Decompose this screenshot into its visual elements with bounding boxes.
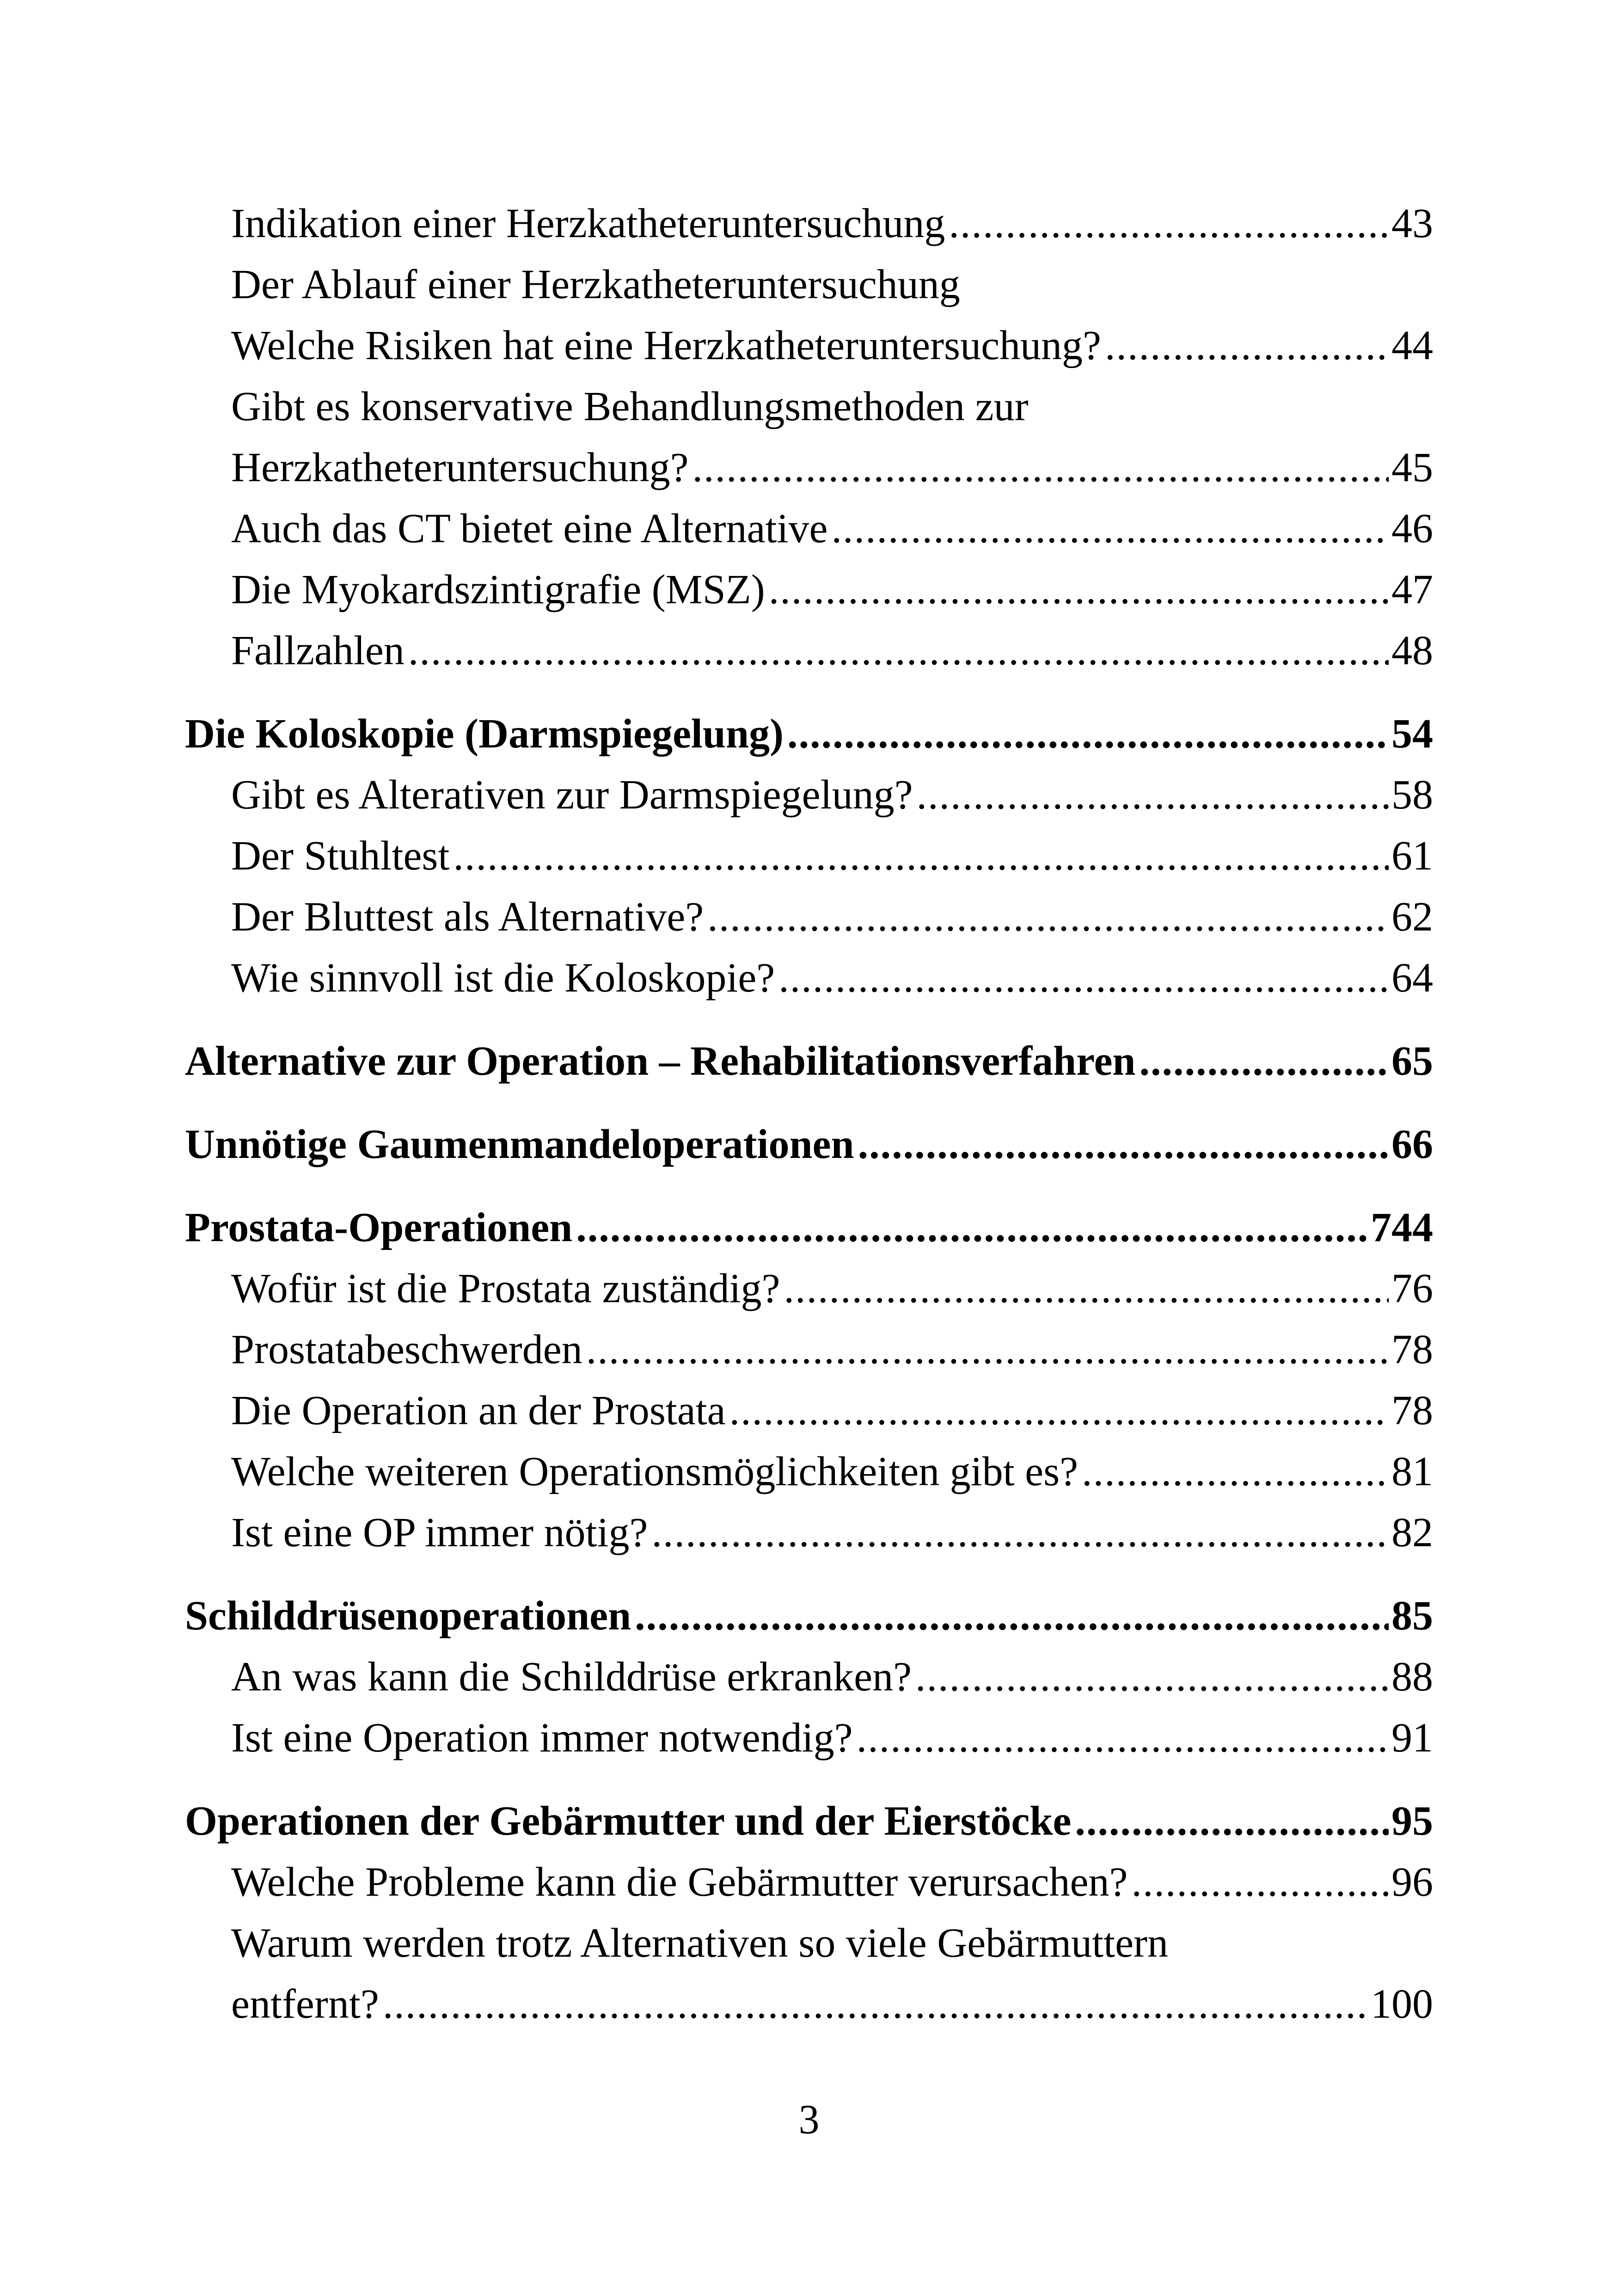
toc-entry-page: 48 xyxy=(1391,628,1433,673)
toc-entry-title: Prostatabeschwerden xyxy=(231,1327,582,1372)
toc-section-entry xyxy=(185,559,1433,620)
toc-entry-page: 91 xyxy=(1391,1715,1433,1761)
toc-section-entry xyxy=(185,1441,1433,1502)
toc-entry-title: Unnötige Gaumenmandeloperationen xyxy=(185,1121,854,1167)
dot-leader xyxy=(729,1380,1389,1441)
toc-entry-title: Fallzahlen xyxy=(231,628,404,673)
toc-section-entry xyxy=(185,1502,1433,1563)
toc-entry-page: 78 xyxy=(1391,1388,1433,1433)
toc-section-entry xyxy=(185,1974,1433,2035)
toc-section-entry xyxy=(185,437,1433,498)
dot-leader xyxy=(949,193,1389,254)
dot-leader xyxy=(453,826,1389,887)
toc-entry-title: Die Operation an der Prostata xyxy=(231,1388,726,1433)
toc-entry-page: 46 xyxy=(1391,506,1433,551)
toc-section-entry xyxy=(185,765,1433,826)
toc-section-entry xyxy=(185,1852,1433,1913)
toc-entry-page: 54 xyxy=(1391,711,1433,757)
dot-leader xyxy=(858,1114,1389,1175)
toc-chapter-entry xyxy=(185,1791,1433,1852)
toc-chapter-entry xyxy=(185,704,1433,765)
toc-entry-page: 61 xyxy=(1391,833,1433,879)
toc-entry-page: 62 xyxy=(1391,894,1433,940)
dot-leader xyxy=(917,765,1389,826)
toc-section-entry xyxy=(185,620,1433,681)
toc-entry-page: 88 xyxy=(1391,1654,1433,1700)
dot-leader xyxy=(693,437,1389,498)
toc-chapter-entry xyxy=(185,1586,1433,1647)
toc-entry-title: Ist eine OP immer nötig? xyxy=(231,1510,648,1555)
page-number: 3 xyxy=(798,2097,820,2143)
dot-leader xyxy=(1131,1852,1389,1913)
toc-entry-page: 82 xyxy=(1391,1510,1433,1555)
toc-section-entry xyxy=(185,1708,1433,1769)
toc-section-entry xyxy=(185,887,1433,948)
toc-entry-title: An was kann die Schilddrüse erkranken? xyxy=(231,1654,912,1700)
toc-entry-page: 78 xyxy=(1391,1327,1433,1372)
toc-entry-title: Gibt es konservative Behandlungsmethoden zur xyxy=(231,384,1029,429)
toc-entry-page: 96 xyxy=(1391,1859,1433,1905)
dot-leader xyxy=(915,1647,1389,1708)
toc-section-entry xyxy=(185,948,1433,1009)
toc-entry-title: Wofür ist die Prostata zuständig? xyxy=(231,1266,780,1311)
dot-leader xyxy=(857,1708,1389,1769)
dot-leader xyxy=(576,1197,1368,1258)
toc-entry-page: 64 xyxy=(1391,955,1433,1001)
toc-section-entry xyxy=(185,254,1433,315)
dot-leader xyxy=(784,1258,1389,1319)
toc-entry-page: 44 xyxy=(1391,323,1433,368)
toc-section-entry xyxy=(185,498,1433,559)
toc-entry-title: Die Myokardszintigrafie (MSZ) xyxy=(231,567,765,612)
dot-leader xyxy=(707,887,1389,948)
dot-leader xyxy=(1105,315,1389,376)
toc-section-entry xyxy=(185,1258,1433,1319)
dot-leader xyxy=(383,1974,1368,2035)
toc-entry-title: Gibt es Alterativen zur Darmspiegelung? xyxy=(231,772,913,818)
toc-entry-page: 66 xyxy=(1391,1121,1433,1167)
toc-entry-page: 65 xyxy=(1391,1038,1433,1084)
dot-leader xyxy=(586,1319,1389,1380)
toc-section-entry xyxy=(185,1380,1433,1441)
toc-entry-title: Alternative zur Operation – Rehabilitationsverfahren xyxy=(185,1038,1136,1084)
toc-entry-title: Welche Probleme kann die Gebärmutter verursachen? xyxy=(231,1859,1128,1905)
toc-entry-page: 43 xyxy=(1391,201,1433,246)
dot-leader xyxy=(652,1502,1389,1563)
toc-chapter-entry xyxy=(185,1197,1433,1258)
toc-section-entry xyxy=(185,1319,1433,1380)
toc-section-entry xyxy=(185,193,1433,254)
toc-entry-page: 85 xyxy=(1391,1593,1433,1639)
dot-leader xyxy=(831,498,1389,559)
dot-leader xyxy=(1082,1441,1389,1502)
toc-entry-title: Der Bluttest als Alternative? xyxy=(231,894,704,940)
toc-entry-page: 58 xyxy=(1391,772,1433,818)
toc-chapter-entry xyxy=(185,1031,1433,1092)
dot-leader xyxy=(769,559,1389,620)
dot-leader xyxy=(635,1586,1389,1647)
toc-entry-page: 95 xyxy=(1391,1798,1433,1844)
toc-section-entry xyxy=(185,376,1433,437)
toc-section-entry xyxy=(185,1913,1433,1974)
toc-entry-title: Warum werden trotz Alternativen so viele Gebärmuttern xyxy=(231,1920,1169,1966)
toc-entry-title: Auch das CT bietet eine Alternative xyxy=(231,506,828,551)
dot-leader xyxy=(408,620,1389,681)
toc-entry-title: Herzkatheteruntersuchung? xyxy=(231,445,689,490)
toc-chapter-entry xyxy=(185,1114,1433,1175)
toc-entry-title: Welche Risiken hat eine Herzkatheteruntersuchung? xyxy=(231,323,1101,368)
table-of-contents xyxy=(185,193,1433,2035)
toc-section-entry xyxy=(185,1647,1433,1708)
toc-section-entry xyxy=(185,826,1433,887)
toc-entry-page: 81 xyxy=(1391,1449,1433,1494)
toc-entry-title: Schilddrüsenoperationen xyxy=(185,1593,631,1639)
dot-leader xyxy=(778,948,1389,1009)
toc-entry-page: 744 xyxy=(1371,1205,1433,1250)
toc-entry-title: Prostata-Operationen xyxy=(185,1205,573,1250)
toc-entry-title: Ist eine Operation immer notwendig? xyxy=(231,1715,853,1761)
toc-entry-page: 45 xyxy=(1391,445,1433,490)
toc-entry-title: Indikation einer Herzkatheteruntersuchung xyxy=(231,201,945,246)
dot-leader xyxy=(1075,1791,1389,1852)
toc-entry-title: Welche weiteren Operationsmöglichkeiten gibt es? xyxy=(231,1449,1079,1494)
dot-leader xyxy=(787,704,1389,765)
toc-entry-page: 47 xyxy=(1391,567,1433,612)
toc-section-entry xyxy=(185,315,1433,376)
toc-entry-title: Der Ablauf einer Herzkatheteruntersuchung xyxy=(231,262,960,307)
toc-entry-title: Der Stuhltest xyxy=(231,833,450,879)
toc-entry-page: 100 xyxy=(1371,1981,1433,2027)
toc-entry-title: Die Koloskopie (Darmspiegelung) xyxy=(185,711,784,757)
toc-entry-title: Operationen der Gebärmutter und der Eierstöcke xyxy=(185,1798,1072,1844)
toc-entry-page: 76 xyxy=(1391,1266,1433,1311)
toc-entry-title: Wie sinnvoll ist die Koloskopie? xyxy=(231,955,775,1001)
dot-leader xyxy=(1139,1031,1389,1092)
toc-entry-title: entfernt? xyxy=(231,1981,379,2027)
